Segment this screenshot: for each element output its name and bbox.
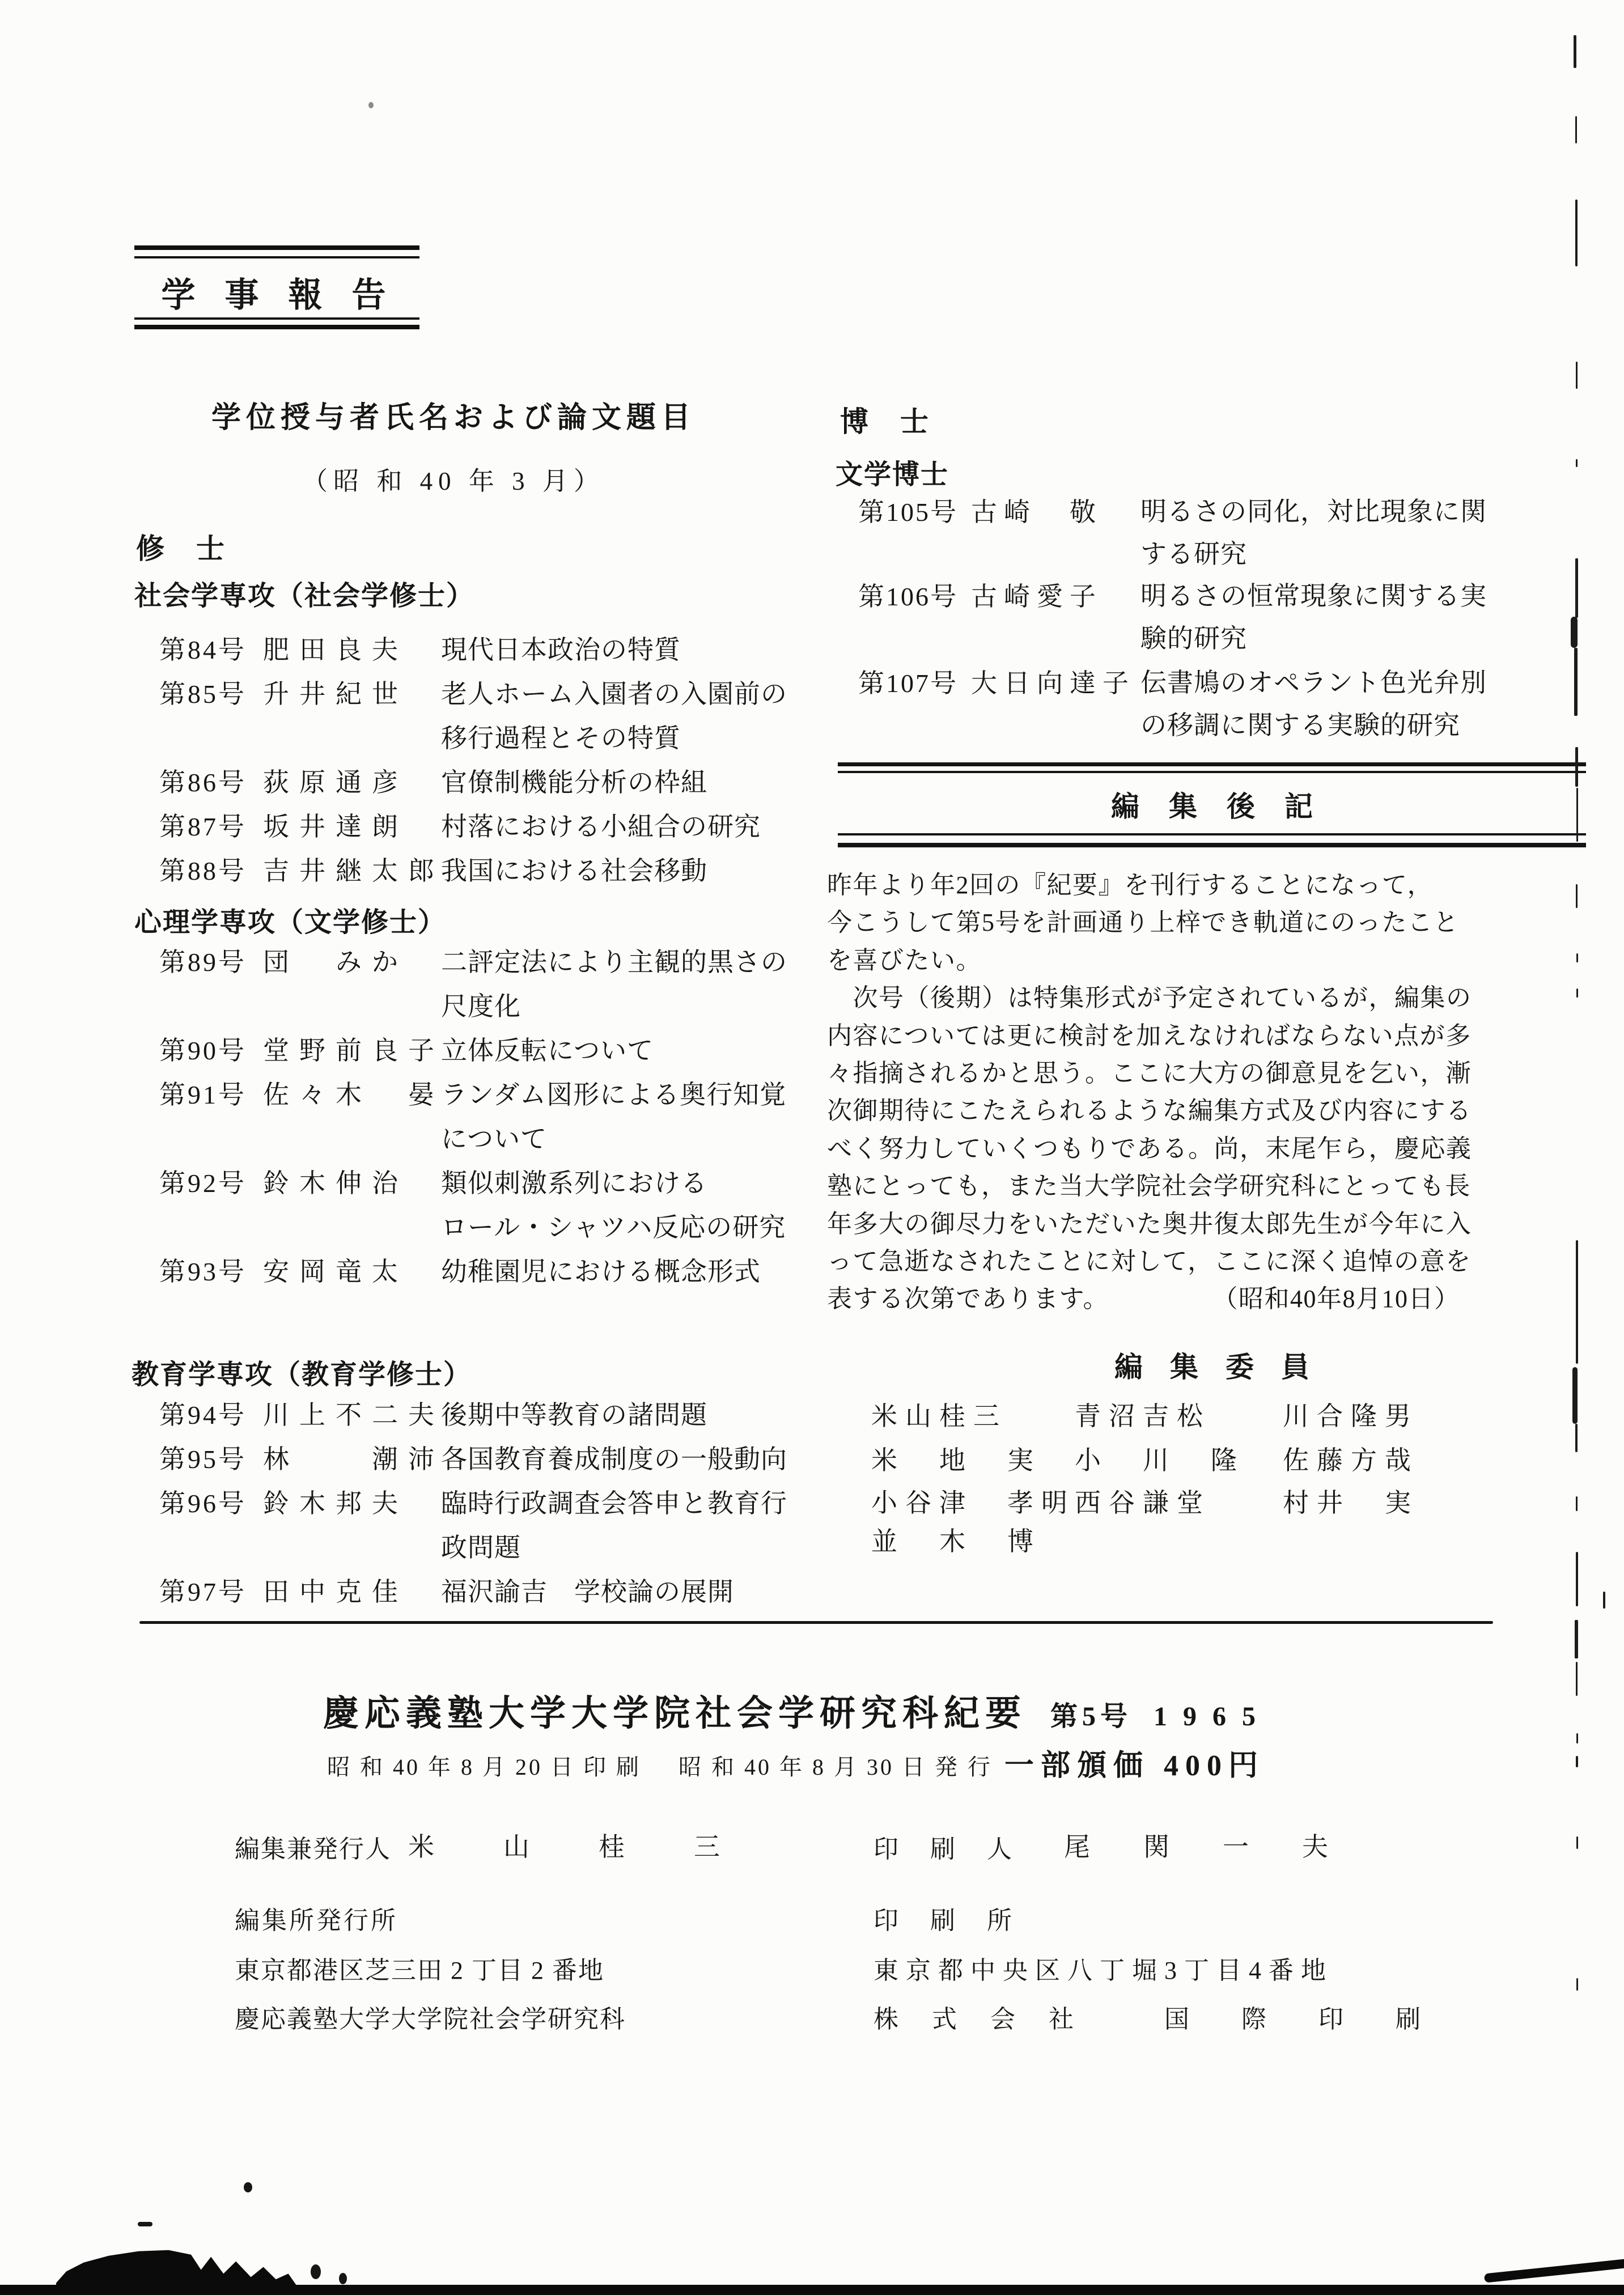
entry-name: 田中克佳	[263, 1577, 408, 1606]
entry-title: 臨時行政調査会答申と教育行	[441, 1489, 787, 1518]
entry-title: 幼稚園児における概念形式	[441, 1257, 761, 1286]
degrees-heading: 学位授与者氏名および論文題目	[211, 402, 696, 434]
journal-issue: 第5号	[1050, 1702, 1133, 1732]
entry-title: 村落における小組合の研究	[441, 812, 761, 841]
postscript-line: 年多大の御尽力をいただいた奥井復太郎先生が今年に入	[827, 1210, 1472, 1238]
postscript-header	[838, 762, 1586, 847]
entry-title: 後期中等教育の諸問題	[441, 1401, 707, 1429]
entry-name: 団 みか	[263, 948, 408, 977]
entry-title: 明るさの同化，対比現象に関	[1140, 497, 1487, 526]
entry-title: 各国教育養成制度の一般動向	[441, 1445, 787, 1474]
journal-title: 慶応義塾大学大学院社会学研究科紀要	[323, 1694, 1027, 1733]
doctors-label: 博士	[840, 406, 960, 438]
entry-number: 第105号	[858, 498, 958, 527]
entry-number: 第97号	[159, 1577, 247, 1606]
scan-speck	[138, 2222, 152, 2226]
entry-number: 第96号	[159, 1489, 247, 1518]
committee-member: 小 川 隆	[1075, 1446, 1245, 1475]
postscript-body	[827, 867, 1536, 1318]
entry-title: 類似刺激系列における	[441, 1169, 707, 1198]
rule	[838, 833, 1586, 835]
page-edge-mark	[1575, 747, 1578, 787]
entry-title-line2: 政問題	[441, 1533, 521, 1562]
printshop-address: 東京都中央区八丁堀3丁目4番地	[874, 1957, 1333, 1984]
postscript-line: 々指摘されるかと思う。ここに大方の御意見を乞い，漸	[827, 1059, 1472, 1088]
print-publish-dates	[327, 1749, 993, 1781]
page-edge-mark	[1576, 459, 1578, 467]
entry-title: 現代日本政治の特質	[441, 635, 681, 664]
page-edge-mark	[1603, 1592, 1605, 1609]
rule	[134, 256, 419, 258]
page-edge-mark	[1575, 558, 1578, 618]
page-edge-mark	[1576, 1662, 1578, 1696]
publisher-name: 慶応義塾大学大学院社会学研究科	[235, 2005, 626, 2033]
doctors-sublabel: 文学博士	[836, 460, 949, 490]
committee-member: 米 地 実	[871, 1446, 1041, 1475]
entry-name: 肥田良夫	[263, 635, 408, 664]
entry-title-line2: について	[441, 1125, 548, 1153]
entry-title: 明るさの恒常現象に関する実	[1140, 582, 1487, 610]
rule	[134, 317, 419, 320]
page-edge-mark	[1576, 788, 1578, 842]
page-edge-mark	[1576, 1552, 1578, 1606]
entry-number: 第94号	[159, 1401, 247, 1429]
entry-number: 第90号	[159, 1036, 247, 1065]
entry-name: 堂野前良子	[263, 1036, 444, 1065]
committee-member: 小谷津 孝明	[871, 1488, 1075, 1517]
degrees-period: （昭 和 40 年 3 月）	[302, 467, 605, 495]
entry-name: 安岡竜太	[263, 1257, 408, 1286]
entry-title-line2: の移調に関する実験的研究	[1140, 711, 1460, 740]
page-edge-mark	[1576, 1733, 1578, 1743]
section-label-psychology: 心理学専攻（文学修士）	[134, 907, 447, 937]
entry-title-line2: 移行過程とその特質	[441, 724, 681, 753]
entry-name: 荻原通彦	[263, 768, 408, 797]
postscript-line: って急逝なされたことに対して，ここに深く追悼の意を	[827, 1248, 1472, 1276]
entry-number: 第106号	[858, 582, 958, 611]
postscript-line: 塾にとっても，また当大学院社会学研究科にとっても長	[827, 1172, 1471, 1200]
entry-number: 第85号	[159, 680, 247, 709]
scan-speck	[244, 2182, 252, 2192]
entry-number: 第84号	[159, 635, 247, 664]
printer-name: 尾 関 一 夫	[1064, 1832, 1342, 1861]
scan-speck	[339, 2273, 347, 2284]
entry-name: 古崎愛子	[971, 582, 1103, 611]
entry-title: 福沢諭吉 学校論の展開	[441, 1577, 734, 1606]
report-title-box	[134, 245, 419, 332]
postscript-line: 今こうして第5号を計画通り上梓でき軌道にのったこと	[827, 909, 1460, 937]
entry-title: 二評定法により主観的黒さの	[441, 948, 787, 977]
entry-number: 第95号	[159, 1445, 247, 1474]
page-edge-mark	[1575, 116, 1577, 143]
page-edge-mark	[1574, 648, 1578, 716]
entry-number: 第87号	[159, 812, 247, 841]
rule	[838, 843, 1586, 847]
scan-speck	[368, 102, 374, 108]
committee-member: 川合隆男	[1283, 1402, 1419, 1431]
entry-number: 第93号	[159, 1257, 247, 1286]
masters-label: 修士	[136, 533, 256, 565]
entry-name: 坂井達朗	[263, 812, 408, 841]
rule	[838, 762, 1586, 766]
postscript-line: 次御期待にこたえられるような編集方式及び内容にする	[827, 1097, 1472, 1125]
page-edge-mark	[1576, 1756, 1578, 1767]
page-edge-mark	[1576, 1496, 1578, 1511]
page-edge-mark	[1576, 362, 1578, 389]
print-date: 昭 和 40 年 8 月 20 日 印 刷	[327, 1754, 641, 1780]
entry-name: 佐々木 晏	[263, 1080, 444, 1109]
editor-label: 編集兼発行人	[235, 1835, 391, 1863]
postscript-line: 次号（後期）は特集形式が予定されているが，編集の	[827, 984, 1472, 1012]
entry-title: 立体反転について	[441, 1036, 654, 1065]
committee-member: 米山桂三	[871, 1402, 1007, 1431]
entry-name: 大日向達子	[971, 669, 1135, 698]
entry-name: 鈴木邦夫	[263, 1489, 408, 1518]
printshop-label: 印 刷 所	[874, 1907, 1015, 1935]
page-edge-mark	[1576, 884, 1578, 908]
entry-number: 第89号	[159, 948, 247, 977]
entry-title-line2: 験的研究	[1140, 624, 1247, 653]
committee-member: 村井 実	[1283, 1488, 1419, 1517]
publish-date: 昭 和 40 年 8 月 30 日 発 行	[679, 1754, 993, 1780]
postscript-line: 内容については更に検討を加えなければならない点が多	[827, 1021, 1472, 1050]
committee-member: 佐藤方哉	[1283, 1446, 1419, 1475]
editor-name: 米 山 桂 三	[408, 1832, 741, 1861]
entry-number: 第91号	[159, 1080, 247, 1109]
rule	[134, 325, 419, 329]
rule	[134, 245, 419, 250]
entry-title-line2: 尺度化	[441, 992, 521, 1021]
page-edge-mark	[1575, 1620, 1578, 1658]
publisher-label: 編集所発行所	[235, 1907, 398, 1935]
price: 一部頒価 400円	[1004, 1750, 1265, 1782]
page-edge-mark	[1571, 617, 1578, 648]
committee-member: 並 木 博	[871, 1527, 1041, 1556]
entry-number: 第107号	[858, 669, 958, 698]
journal-year: 1965	[1154, 1702, 1272, 1732]
entry-title: 伝書鳩のオペラント色光弁別	[1140, 668, 1487, 697]
committee-member: 青沼吉松	[1075, 1402, 1211, 1431]
page-edge-mark	[1575, 1424, 1578, 1452]
entry-title: ランダム図形による奥行知覚	[441, 1080, 787, 1109]
postscript-title: 編集後記	[1111, 791, 1342, 822]
journal-title-line	[323, 1685, 1271, 1736]
page-edge-mark	[1576, 1240, 1578, 1364]
committee-member: 西谷謙堂	[1075, 1488, 1211, 1517]
rule	[838, 771, 1586, 773]
report-title: 学事報告	[161, 277, 415, 314]
committee-title: 編集委員	[1114, 1351, 1337, 1383]
entry-title: 老人ホーム入園者の入園前の	[441, 680, 787, 709]
postscript-line: べく努力していくつもりである。尚，末尾乍ら，慶応義	[827, 1134, 1472, 1163]
entry-name: 林 潮沛	[263, 1445, 444, 1474]
printshop-name: 株 式 会 社 国 際 印 刷	[874, 2005, 1434, 2033]
entry-number: 第86号	[159, 768, 247, 797]
page-edge-mark	[1574, 35, 1576, 68]
printer-label: 印 刷 人	[874, 1835, 1015, 1863]
scan-speck	[311, 2264, 321, 2279]
entry-name: 古崎 敬	[971, 498, 1103, 527]
publisher-address: 東京都港区芝三田 2 丁目 2 番地	[235, 1957, 604, 1984]
entry-number: 第88号	[159, 856, 247, 885]
entry-name: 鈴木伸治	[263, 1169, 408, 1198]
postscript-line: 昨年より年2回の『紀要』を刊行することになって，	[827, 871, 1434, 899]
entry-title-line2: する研究	[1140, 540, 1247, 569]
entry-title: 官僚制機能分析の枠組	[441, 768, 707, 797]
bottom-edge-curl	[1484, 2258, 1624, 2283]
entry-title-line2: ロール・シャツハ反応の研究	[441, 1213, 786, 1242]
entry-name: 升井紀世	[263, 680, 408, 709]
postscript-line: を喜びたい。	[827, 946, 982, 974]
page-edge-mark	[1576, 1836, 1578, 1849]
divider-rule	[139, 1621, 1493, 1624]
entry-name: 川上不二夫	[263, 1401, 444, 1429]
page-edge-mark	[1576, 953, 1578, 962]
page-edge-mark	[1572, 1367, 1578, 1424]
entry-title: 我国における社会移動	[441, 856, 707, 885]
entry-name: 吉井継太郎	[263, 856, 444, 885]
page-edge-mark	[1576, 1978, 1578, 1991]
postscript-line: 表する次第であります。 （昭和40年8月10日）	[827, 1285, 1460, 1313]
section-label-education: 教育学専攻（教育学修士）	[132, 1360, 472, 1390]
section-label-sociology: 社会学専攻（社会学修士）	[134, 581, 475, 611]
bottom-scan-edge	[0, 2285, 1624, 2295]
page-edge-mark	[1576, 989, 1578, 998]
entry-number: 第92号	[159, 1169, 247, 1198]
page-edge-mark	[1575, 200, 1578, 266]
